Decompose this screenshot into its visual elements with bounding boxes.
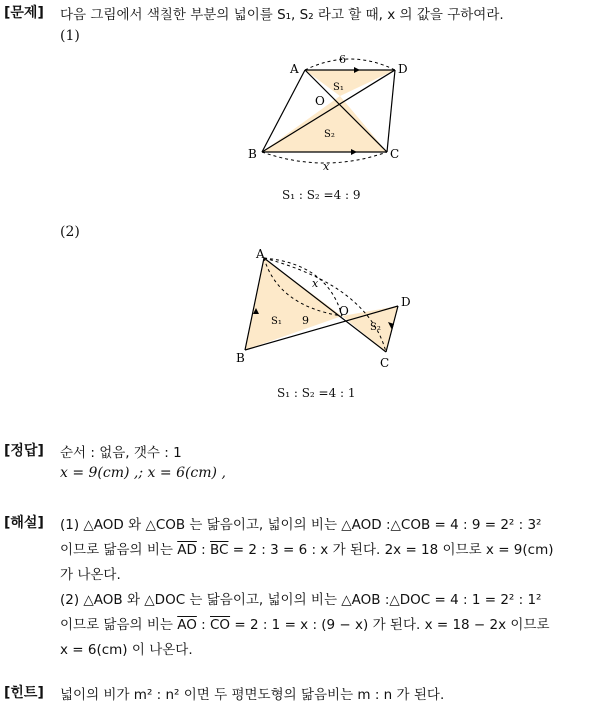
segment-bc: $\overline{BC}$	[210, 542, 229, 558]
fig1-label-c: C	[390, 147, 400, 161]
part1-label: (1)	[60, 28, 80, 44]
hint-text: 넓이의 비가 m² : n² 이면 두 평면도형의 닮음비는 m : n 가 된다.	[60, 687, 445, 703]
explanation-tag: [해설]	[4, 515, 44, 531]
fig2-caption: S₁ : S₂ =4 : 1	[277, 386, 356, 400]
fig2-label-a: A	[256, 247, 265, 261]
problem-text: 다음 그림에서 색칠한 부분의 넓이를 S₁, S₂ 라고 할 때, x 의 값을 구하여라.	[60, 7, 504, 23]
fig2-label-c: C	[380, 356, 390, 370]
figure-2	[228, 246, 418, 371]
hint-tag: [힌트]	[4, 685, 44, 701]
fig2-s2-label: S₂	[370, 322, 381, 333]
explanation-line-4: (2) △AOB 와 △DOC 는 닮음이고, 넓이의 비는 △AOB :△DOC = 4 : 1 = 2² : 1²	[60, 592, 542, 608]
fig2-label-b: B	[236, 351, 245, 365]
segment-ad: $\overline{AD}$	[177, 542, 197, 558]
fig1-caption: S₁ : S₂ =4 : 9	[282, 188, 361, 202]
part2-label: (2)	[60, 224, 80, 240]
fig1-label-a: A	[290, 62, 299, 76]
fig2-label-o: O	[339, 304, 349, 318]
answer-line-1: 순서 : 없음, 갯수 : 1	[60, 445, 182, 461]
answer-line-2: x = 9(cm) ,; x = 6(cm) ,	[60, 465, 226, 481]
fig1-bottom-length: x	[323, 160, 330, 173]
fig2-top-length: x	[312, 277, 319, 290]
explanation-line-6: x = 6(cm) 이 나온다.	[60, 642, 193, 658]
answer-tag: [정답]	[4, 443, 44, 459]
problem-tag: [문제]	[4, 5, 44, 21]
explanation-line-1: (1) △AOD 와 △COB 는 닮음이고, 넓이의 비는 △AOD :△COB = 4 : 9 = 2² : 3²	[60, 517, 542, 533]
fig1-label-o: O	[315, 94, 325, 108]
fig2-inner-length: 9	[302, 314, 309, 327]
fig1-s2-label: S₂	[324, 129, 335, 140]
fig1-s1-label: S₁	[333, 82, 344, 93]
segment-ao: $\overline{AO}$	[177, 617, 197, 633]
fig1-top-length: 6	[339, 53, 346, 66]
fig1-label-b: B	[248, 147, 257, 161]
explanation-line-2: 이므로 닮음의 비는 $\overline{AD}$ : $\overline{BC} = 2$ : 3 = 6 : x 가 된다. 2x = 18 이므로 x = 9(cm)	[60, 542, 554, 558]
fig2-s1-label: S₁	[271, 316, 282, 327]
explanation-line-3: 가 나온다.	[60, 567, 121, 583]
figure-1	[240, 46, 420, 173]
segment-co: $\overline{CO}$	[210, 617, 231, 633]
explanation-line-5: 이므로 닮음의 비는 $\overline{AO}$ : $\overline{CO} = 2$ : 1 = x : (9 − x) 가 된다. x = 18 − 2x 이므로	[60, 617, 550, 633]
fig1-label-d: D	[398, 62, 408, 76]
fig2-label-d: D	[401, 295, 411, 309]
